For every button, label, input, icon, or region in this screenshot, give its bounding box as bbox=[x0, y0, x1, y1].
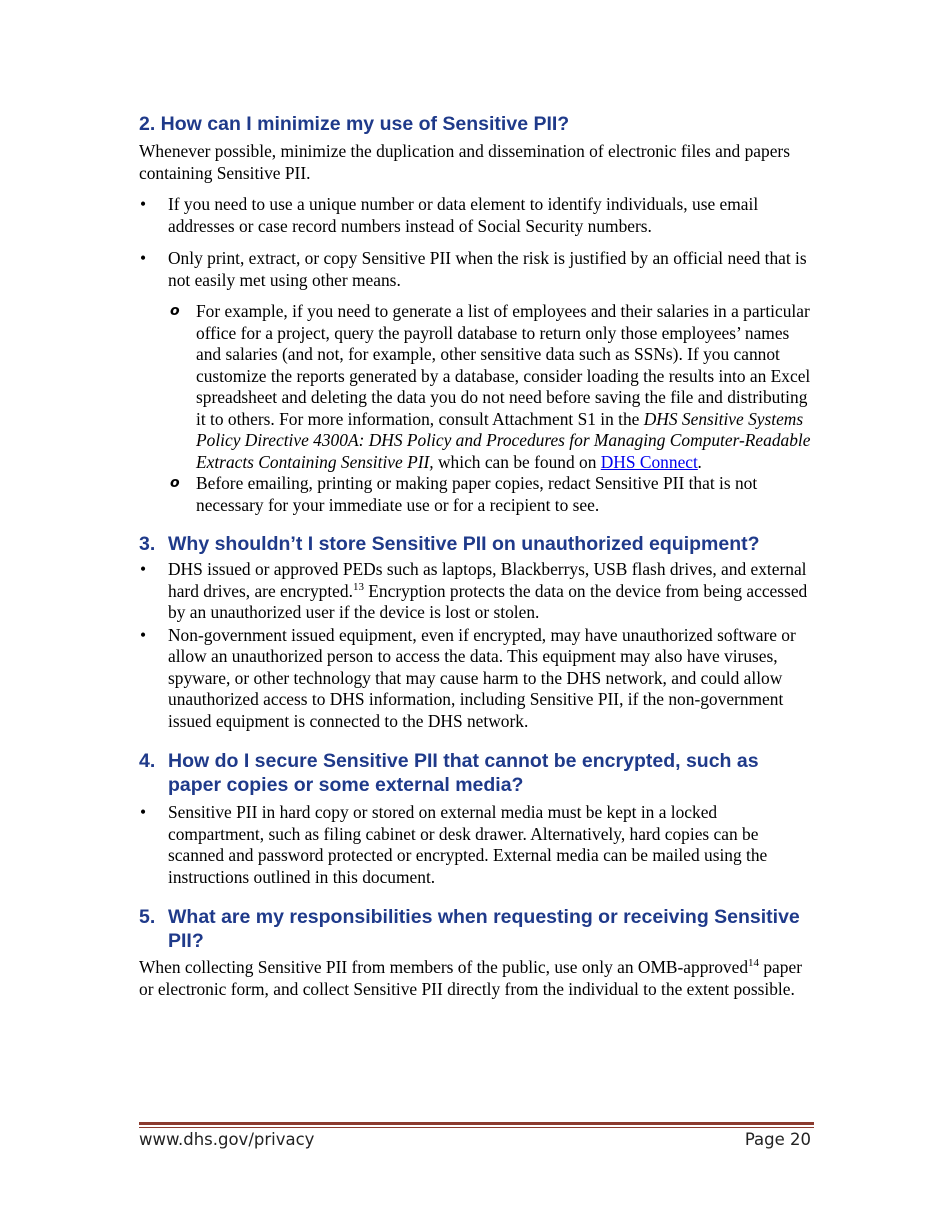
footer-rule-thick bbox=[139, 1122, 814, 1125]
sub-list-item bbox=[168, 301, 811, 473]
directive-title: DHS Sensitive Systems Policy Directive 4300A: DHS Policy and Procedures for Managing Computer-Readable Extracts Containing Sensitive PII, bbox=[196, 408, 811, 472]
bullet-text: If you need to use a unique number or data element to identify individuals, use email addresses or case record numbers instead of Social Security numbers. bbox=[168, 194, 759, 236]
footer-rule-thin bbox=[139, 1127, 814, 1128]
document-body bbox=[139, 108, 811, 1000]
section-5-paragraph bbox=[139, 957, 811, 1000]
sub1-pre: For example, if you need to generate a list of employees and their salaries in a particular office for a project, query the payroll database to return only those employees’ names and salaries (and not, for example, other sensitive data such as SSNs). If you cannot customize the reports generated by a database, consider loading the results into an Excel spreadsheet and deleting the data you do not need before saving the file and distributing it to others. For more information, consult Attachment S1 in the bbox=[196, 301, 811, 429]
bullet-text-part: DHS issued or approved PEDs such as laptops, Blackberrys, USB flash drives, and external hard drives, are encrypted. bbox=[168, 559, 807, 601]
bullet-glyph: • bbox=[140, 248, 147, 268]
sub1-end: . bbox=[697, 451, 703, 472]
sub-bullet-glyph: o bbox=[170, 475, 180, 491]
bullet-text bbox=[168, 559, 811, 624]
section-3-heading bbox=[139, 532, 811, 556]
section-4-heading bbox=[139, 749, 811, 797]
section-3-number: 3. bbox=[139, 533, 156, 555]
paragraph-part: paper or electronic form, and collect Sensitive PII directly from the individual to the extent possible. bbox=[139, 957, 802, 999]
section-2-heading: 2. How can I minimize my use of Sensitive PII? bbox=[139, 113, 570, 135]
page-number: Page 20 bbox=[744, 1130, 811, 1149]
footer-url: www.dhs.gov/privacy bbox=[139, 1130, 315, 1149]
bullet-glyph: • bbox=[140, 624, 147, 645]
sub-bullet-text: Before emailing, printing or making paper copies, redact Sensitive PII that is not necessary for your immediate use or for a recipient to see. bbox=[196, 473, 758, 515]
page-footer bbox=[139, 1130, 811, 1149]
section-4-number: 4. bbox=[139, 750, 156, 772]
list-item bbox=[139, 248, 811, 291]
list-item bbox=[139, 194, 811, 237]
section-5-title: What are my responsibilities when requesting or receiving Sensitive PII? bbox=[168, 906, 800, 952]
section-5-heading bbox=[139, 905, 811, 953]
footnote-ref-14: 14 bbox=[748, 957, 760, 969]
section-4-title: How do I secure Sensitive PII that cannot be encrypted, such as paper copies or some external media? bbox=[168, 750, 759, 796]
bullet-text: Non-government issued equipment, even if encrypted, may have unauthorized software or allow an unauthorized person to access the data. This equipment may also have viruses, spyware, or other technology that may cause harm to the DHS network, and could allow unauthorized access to DHS information, including Sensitive PII, if the non-government issued equipment is connected to the DHS network. bbox=[168, 624, 796, 731]
sub1-mid: which can be found on bbox=[433, 451, 601, 472]
footnote-ref-13: 13 bbox=[352, 580, 364, 593]
sub-bullet-glyph: o bbox=[170, 303, 180, 319]
bullet-glyph: • bbox=[140, 194, 147, 214]
section-5-number: 5. bbox=[139, 906, 156, 928]
bullet-text-part: Encryption protects the data on the device from being accessed by an unauthorized user if the device is lost or stolen. bbox=[168, 580, 808, 622]
list-item bbox=[139, 559, 811, 624]
list-item bbox=[139, 625, 811, 733]
list-item bbox=[139, 802, 811, 888]
dhs-connect-link[interactable]: DHS Connect bbox=[600, 451, 698, 472]
bullet-glyph: • bbox=[140, 559, 147, 579]
section-3-title: Why shouldn’t I store Sensitive PII on unauthorized equipment? bbox=[168, 533, 760, 555]
paragraph-part: When collecting Sensitive PII from members of the public, use only an OMB-approved bbox=[139, 957, 749, 977]
sub-bullet-text bbox=[196, 301, 811, 473]
section-2-intro: Whenever possible, minimize the duplication and dissemination of electronic files and papers containing Sensitive PII. bbox=[139, 141, 790, 183]
sub-list-item bbox=[168, 473, 811, 516]
bullet-text: Only print, extract, or copy Sensitive PII when the risk is justified by an official need that is not easily met using other means. bbox=[168, 248, 807, 290]
bullet-glyph: • bbox=[140, 802, 147, 822]
bullet-text: Sensitive PII in hard copy or stored on external media must be kept in a locked compartment, such as filing cabinet or desk drawer. Alternatively, hard copies can be scanned and password protected or encrypted. External media can be mailed using the instructions outlined in this document. bbox=[168, 802, 768, 887]
